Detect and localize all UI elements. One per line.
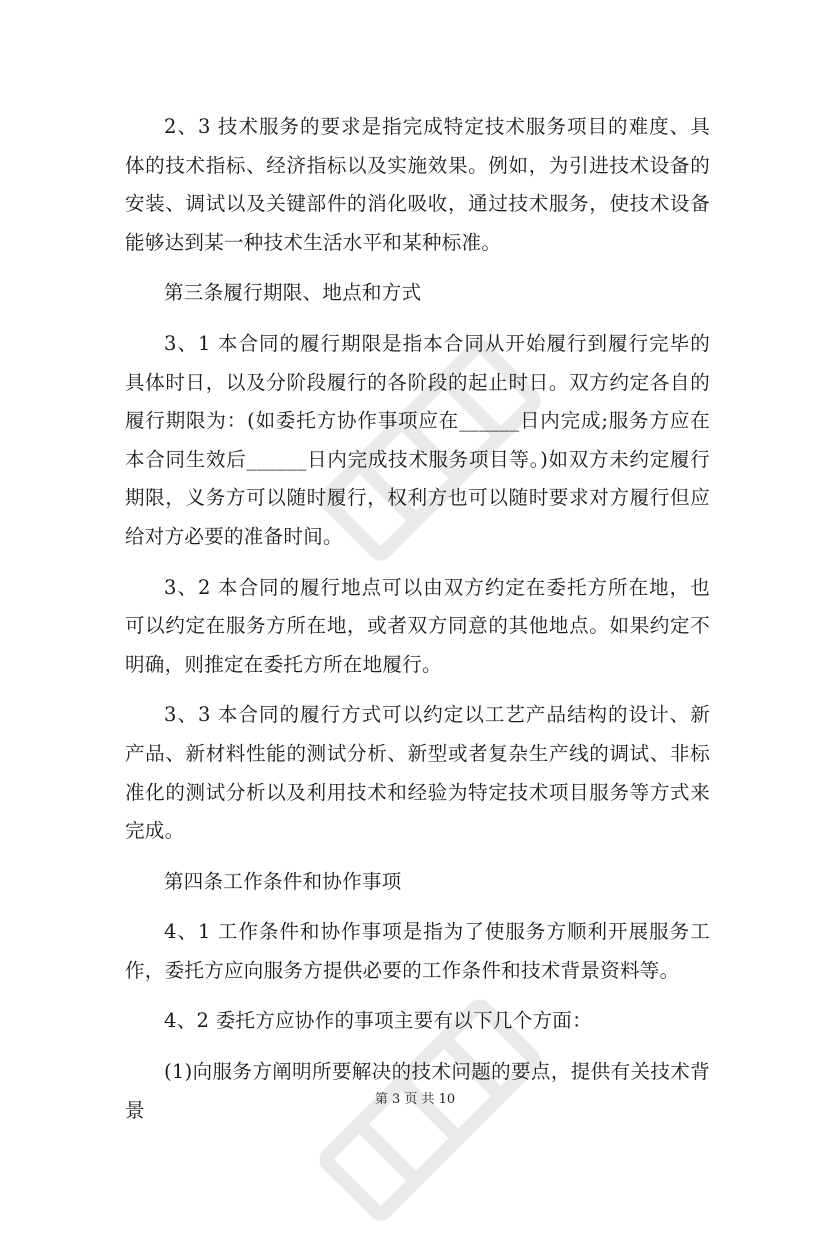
- document-body: [125, 108, 710, 1142]
- paragraph-4-2-1: (1)向服务方阐明所要解决的技术问题的要点，提供有关技术背景: [125, 1060, 710, 1122]
- paragraph-4-1: 4、1 工作条件和协作事项是指为了使服务方顺利开展服务工作，委托方应向服务方提供必要的工作条件和技术背景资料等。: [125, 920, 710, 982]
- paragraph-3-1: 3、1 本合同的履行期限是指本合同从开始履行到履行完毕的具体时日，以及分阶段履行的各阶段的起止时日。双方约定各自的履行期限为：(如委托方协作事项应在______日内完成;服务方应在本合同生效后______日内完成技术服务项目等。)如双方未约定履行期限，义务方可以随时履行，权利方也可以随时要求对方履行但应给对方必要的准备时间。: [125, 331, 710, 548]
- paragraph-3-3: 3、3 本合同的履行方式可以约定以工艺产品结构的设计、新产品、新材料性能的测试分析、新型或者复杂生产线的调试、非标准化的测试分析以及利用技术和经验为特定技术项目服务等方式来完成。: [125, 703, 710, 843]
- section-heading-article-3: 第三条履行期限、地点和方式: [164, 281, 422, 305]
- page-number-footer: 第 3 页 共 10: [374, 1092, 456, 1107]
- paragraph-2-3: 2、3 技术服务的要求是指完成特定技术服务项目的难度、具体的技术指标、经济指标以及实施效果。例如，为引进技术设备的安装、调试以及关键部件的消化吸收，通过技术服务，使技术设备能够达到某一种技术生活水平和某种标准。: [125, 115, 710, 254]
- paragraph-3-2: 3、2 本合同的履行地点可以由双方约定在委托方所在地，也可以约定在服务方所在地，或者双方同意的其他地点。如果约定不明确，则推定在委托方所在地履行。: [125, 575, 710, 676]
- paragraph-4-2: 4、2 委托方应协作的事项主要有以下几个方面：: [164, 1009, 592, 1033]
- section-heading-article-4: 第四条工作条件和协作事项: [164, 869, 402, 893]
